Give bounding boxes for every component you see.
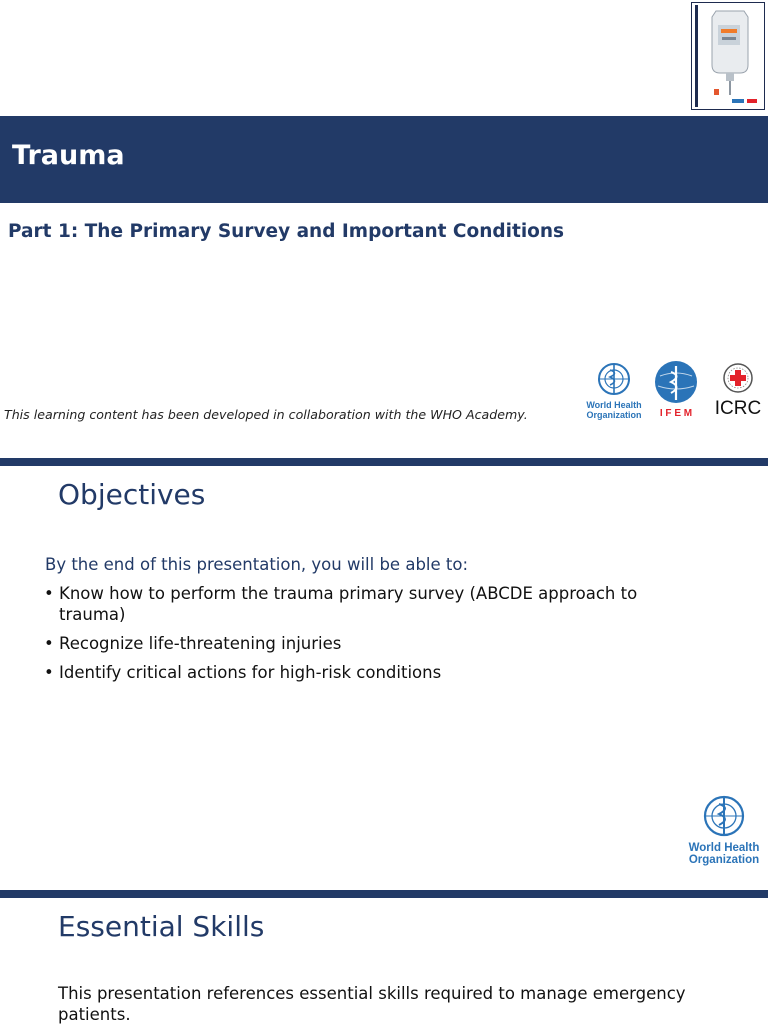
who-logo-line1: World Health: [688, 842, 760, 854]
objectives-heading: Objectives: [58, 478, 206, 511]
who-logo: [586, 362, 642, 422]
ifem-logo: [648, 360, 704, 420]
presentation-subtitle: Part 1: The Primary Survey and Important Conditions: [8, 221, 565, 242]
list-item: • Recognize life-threatening injuries: [42, 633, 682, 654]
icrc-emblem-icon: [710, 362, 766, 394]
collaboration-note: This learning content has been developed in collaboration with the WHO Academy.: [4, 407, 528, 422]
who-emblem-icon: [586, 362, 642, 396]
iv-bag-icon: [692, 3, 764, 109]
slide-divider-2: [0, 890, 768, 898]
ifem-emblem-icon: [648, 360, 704, 404]
essential-skills-text: This presentation references essential skills required to manage emergency patients.: [58, 984, 686, 1024]
essential-skills-heading: Essential Skills: [58, 910, 265, 943]
who-logo-line1: World Health: [586, 400, 642, 410]
presentation-title: Trauma: [12, 140, 125, 171]
list-item: • Know how to perform the trauma primary survey (ABCDE approach to trauma): [42, 583, 682, 625]
icrc-logo-text: ICRC: [714, 398, 762, 419]
list-item: • Identify critical actions for high-risk conditions: [42, 662, 682, 683]
who-logo-line2: Organization: [586, 410, 642, 420]
icrc-logo: [710, 362, 766, 422]
iv-bag-thumbnail: [691, 2, 765, 110]
slide-divider-1: [0, 458, 768, 466]
ifem-logo-text: I F E M: [659, 408, 693, 419]
who-logo-small: [688, 794, 760, 864]
who-logo-line2: Organization: [688, 854, 760, 866]
objectives-list: [42, 583, 682, 691]
objectives-intro: By the end of this presentation, you will be able to:: [45, 555, 469, 574]
who-emblem-icon: [688, 794, 760, 838]
